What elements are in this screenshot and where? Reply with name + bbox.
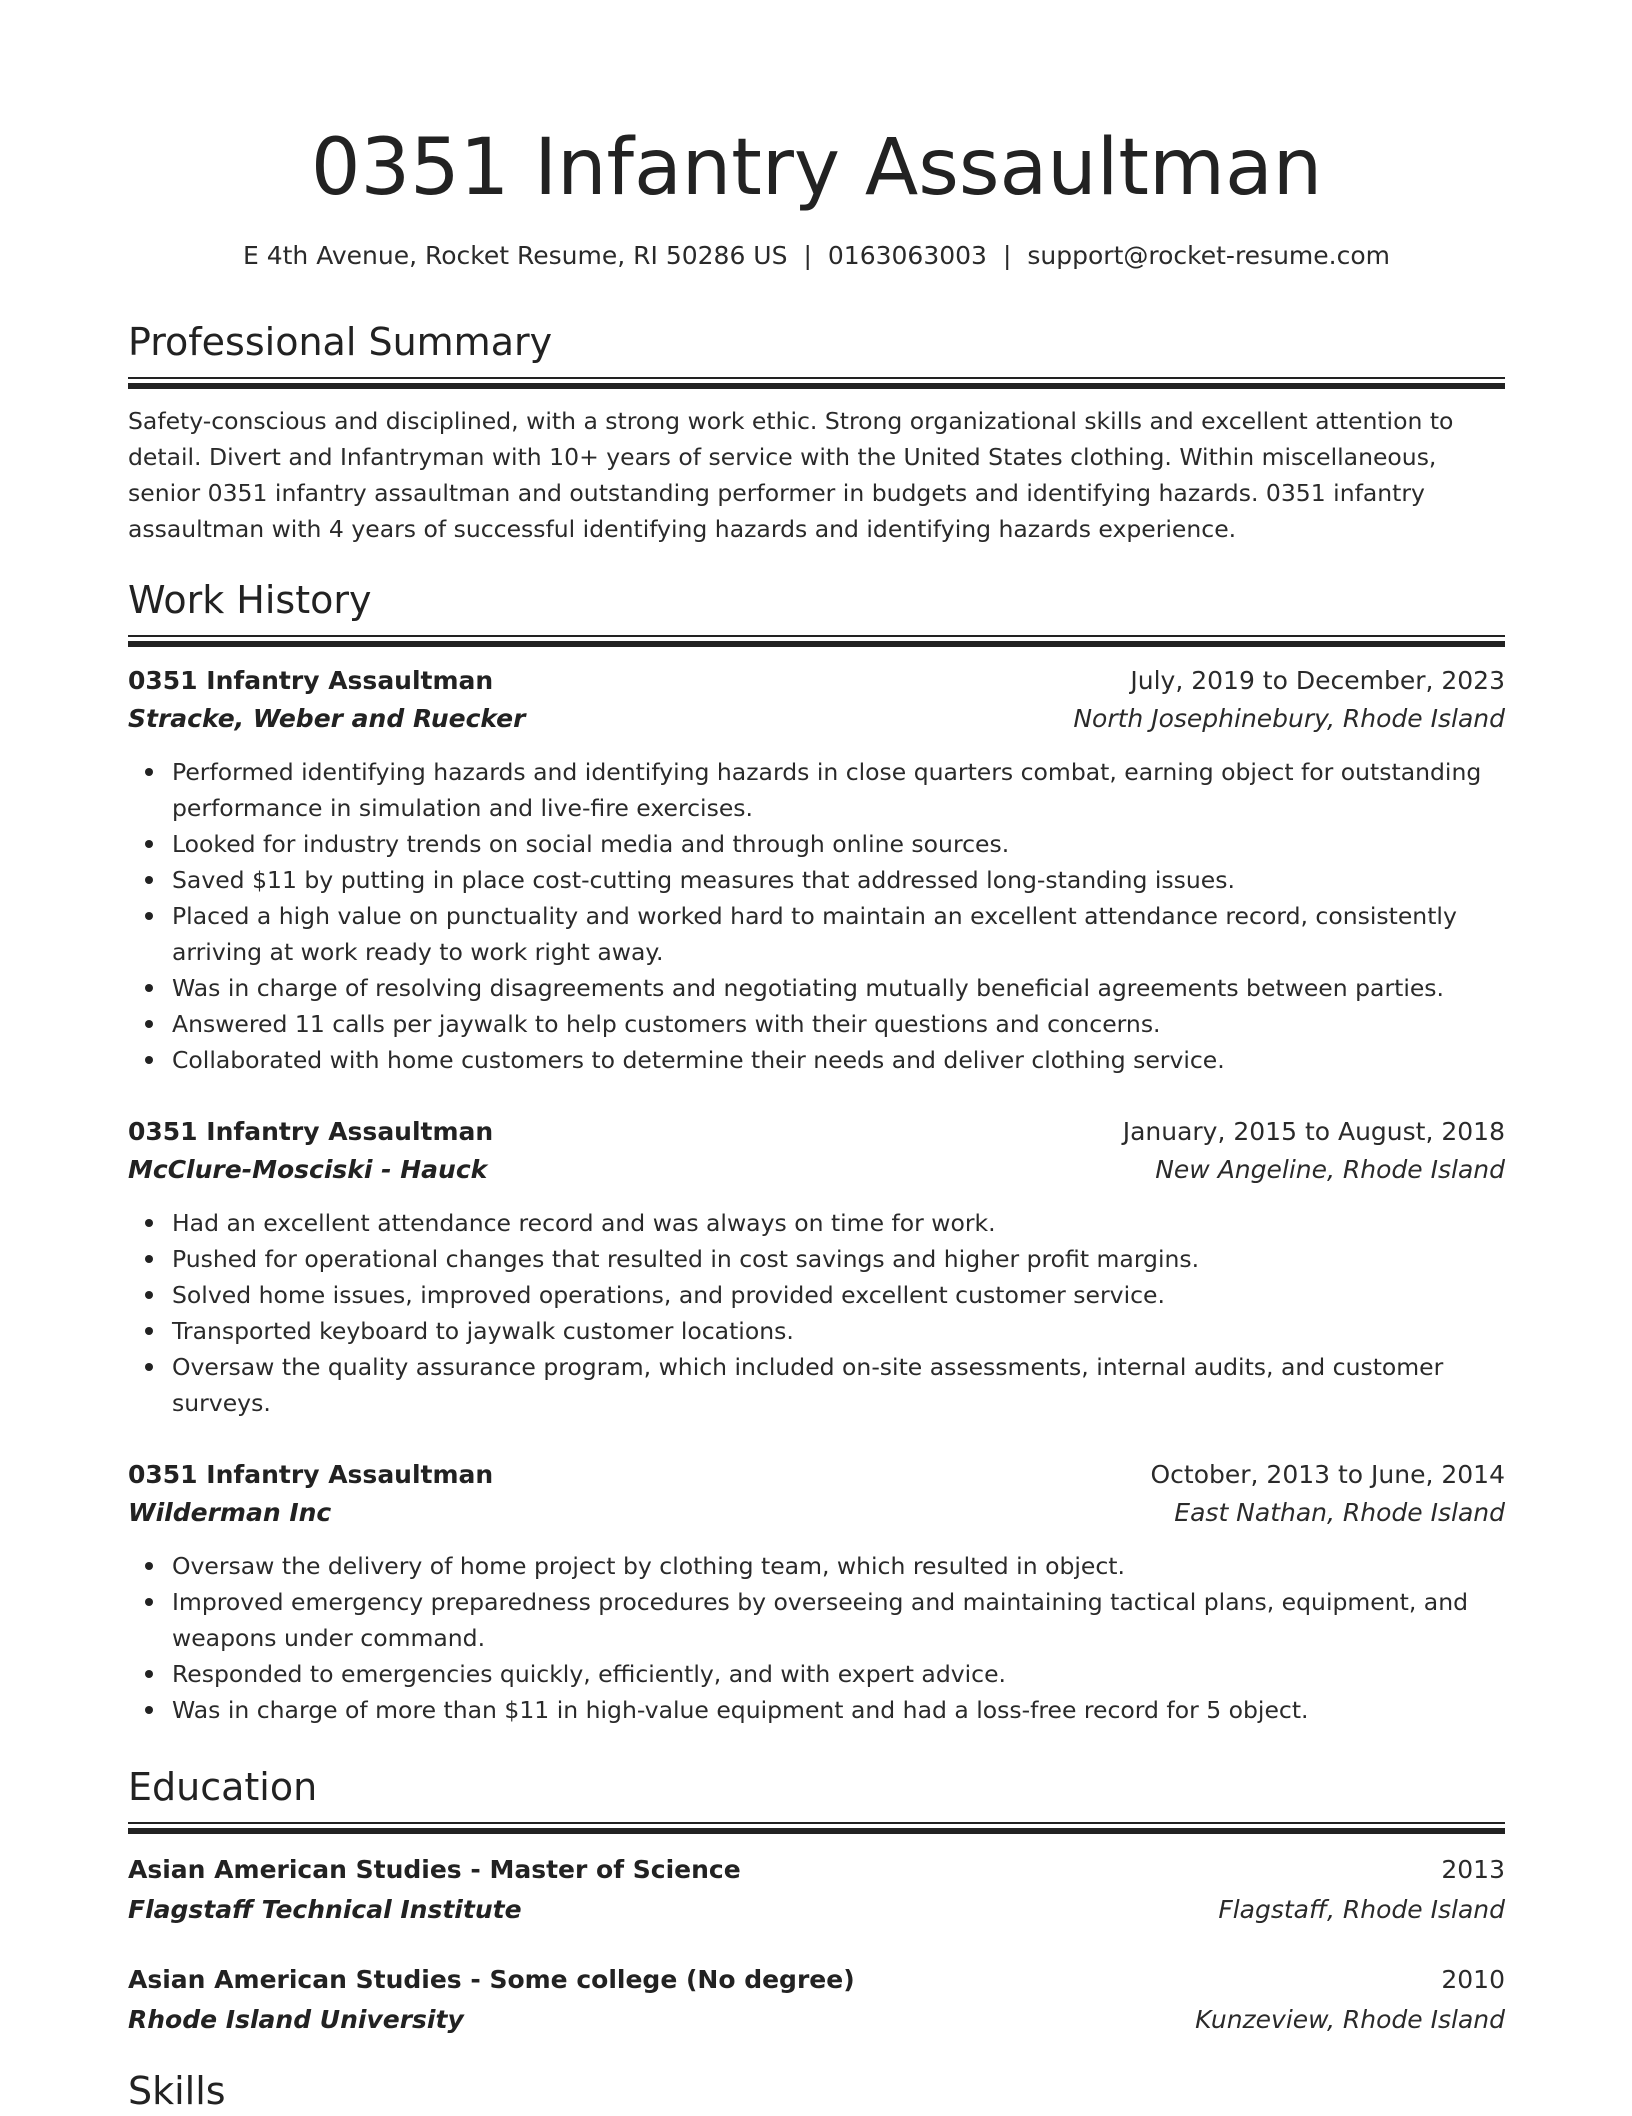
contact-separator: |	[803, 241, 812, 270]
section-title-work-history: Work History	[128, 578, 372, 622]
section-title-summary: Professional Summary	[128, 320, 553, 364]
job-header-row	[128, 1113, 1505, 1151]
education-school-row	[128, 2001, 1505, 2039]
contact-line	[128, 238, 1505, 274]
job-title: 0351 Infantry Assaultman	[128, 1117, 494, 1146]
job-bullet: Responded to emergencies quickly, efficiently, and with expert advice.	[172, 1656, 1505, 1692]
job-header-row	[128, 662, 1505, 700]
job-location: New Angeline, Rhode Island	[1155, 1155, 1505, 1184]
job-bullet: Placed a high value on punctuality and worked hard to maintain an excellent attendance record, consistently arriving at work ready to work right away.	[172, 898, 1505, 970]
summary-section	[128, 317, 1505, 547]
job-company-row	[128, 1494, 1505, 1532]
contact-phone: 0163063003	[827, 241, 987, 270]
section-title-skills: Skills	[128, 2069, 226, 2113]
job-bullets	[128, 1548, 1505, 1728]
job-dates: October, 2013 to June, 2014	[1150, 1460, 1505, 1489]
skills-section	[128, 2066, 1505, 2116]
education-year: 2010	[1441, 1965, 1505, 1994]
job-company: Wilderman Inc	[128, 1498, 332, 1527]
job-bullet: Oversaw the delivery of home project by clothing team, which resulted in object.	[172, 1548, 1505, 1584]
job-title: 0351 Infantry Assaultman	[128, 666, 494, 695]
job-bullet: Looked for industry trends on social media and through online sources.	[172, 826, 1505, 862]
education-location: Flagstaff, Rhode Island	[1218, 1895, 1505, 1924]
job-bullet: Had an excellent attendance record and was always on time for work.	[172, 1205, 1505, 1241]
job-entry	[128, 1113, 1505, 1421]
education-location: Kunzeview, Rhode Island	[1195, 2005, 1505, 2034]
job-company-row	[128, 700, 1505, 738]
summary-text: Safety-conscious and disciplined, with a strong work ethic. Strong organizational skills and excellent attention to detail. Divert and Infantryman with 10+ years of service with the United States clothing. Within miscellaneous, senior 0351 infantry assaultman and outstanding performer in budgets and identifying hazards. 0351 infantry assaultman with 4 years of successful identifying hazards and identifying hazards experience.	[128, 407, 1454, 543]
job-bullets	[128, 1205, 1505, 1421]
job-title: 0351 Infantry Assaultman	[128, 1460, 494, 1489]
section-rule	[128, 377, 1505, 379]
education-degree: Asian American Studies - Master of Science	[128, 1855, 741, 1884]
education-header-row	[128, 1961, 1505, 1999]
section-rule-thick	[128, 641, 1505, 647]
education-school-row	[128, 1891, 1505, 1929]
job-header-row	[128, 1456, 1505, 1494]
job-bullet: Oversaw the quality assurance program, which included on-site assessments, internal audits, and customer surveys.	[172, 1349, 1505, 1421]
job-entry	[128, 1456, 1505, 1728]
job-company: Stracke, Weber and Ruecker	[128, 704, 526, 733]
section-title-education: Education	[128, 1765, 318, 1809]
job-bullet: Transported keyboard to jaywalk customer locations.	[172, 1313, 1505, 1349]
job-entry	[128, 662, 1505, 1078]
section-rule-thick	[128, 383, 1505, 389]
education-school: Rhode Island University	[128, 2005, 464, 2034]
contact-address: E 4th Avenue, Rocket Resume, RI 50286 US	[242, 241, 788, 270]
education-year: 2013	[1441, 1855, 1505, 1884]
job-dates: January, 2015 to August, 2018	[1122, 1117, 1505, 1146]
job-location: East Nathan, Rhode Island	[1174, 1498, 1505, 1527]
contact-separator: |	[1002, 241, 1012, 270]
education-school: Flagstaff Technical Institute	[128, 1895, 522, 1924]
education-degree: Asian American Studies - Some college (No degree)	[128, 1965, 855, 1994]
education-entry	[128, 1851, 1505, 1929]
education-entry	[128, 1961, 1505, 2039]
education-section	[128, 1762, 1505, 1834]
contact-email: support@rocket-resume.com	[1027, 241, 1391, 270]
job-bullet: Pushed for operational changes that resulted in cost savings and higher profit margins.	[172, 1241, 1505, 1277]
job-bullet: Performed identifying hazards and identifying hazards in close quarters combat, earning object for outstanding performance in simulation and live-fire exercises.	[172, 754, 1505, 826]
job-bullet: Was in charge of more than $11 in high-value equipment and had a loss-free record for 5 object.	[172, 1692, 1505, 1728]
job-dates: July, 2019 to December, 2023	[1130, 666, 1505, 695]
job-bullet: Saved $11 by putting in place cost-cutting measures that addressed long-standing issues.	[172, 862, 1505, 898]
section-rule	[128, 635, 1505, 637]
job-location: North Josephinebury, Rhode Island	[1073, 704, 1505, 733]
section-rule	[128, 1822, 1505, 1824]
job-bullet: Collaborated with home customers to determine their needs and deliver clothing service.	[172, 1042, 1505, 1078]
job-company: McClure-Mosciski - Hauck	[128, 1155, 488, 1184]
resume-name: 0351 Infantry Assaultman	[310, 123, 1323, 213]
job-bullet: Answered 11 calls per jaywalk to help customers with their questions and concerns.	[172, 1006, 1505, 1042]
work-history-section	[128, 575, 1505, 647]
job-bullet: Was in charge of resolving disagreements and negotiating mutually beneficial agreements between parties.	[172, 970, 1505, 1006]
job-company-row	[128, 1151, 1505, 1189]
section-rule-thick	[128, 1828, 1505, 1834]
job-bullets	[128, 754, 1505, 1078]
job-bullet: Improved emergency preparedness procedures by overseeing and maintaining tactical plans, equipment, and weapons under command.	[172, 1584, 1505, 1656]
job-bullet: Solved home issues, improved operations, and provided excellent customer service.	[172, 1277, 1505, 1313]
education-header-row	[128, 1851, 1505, 1889]
